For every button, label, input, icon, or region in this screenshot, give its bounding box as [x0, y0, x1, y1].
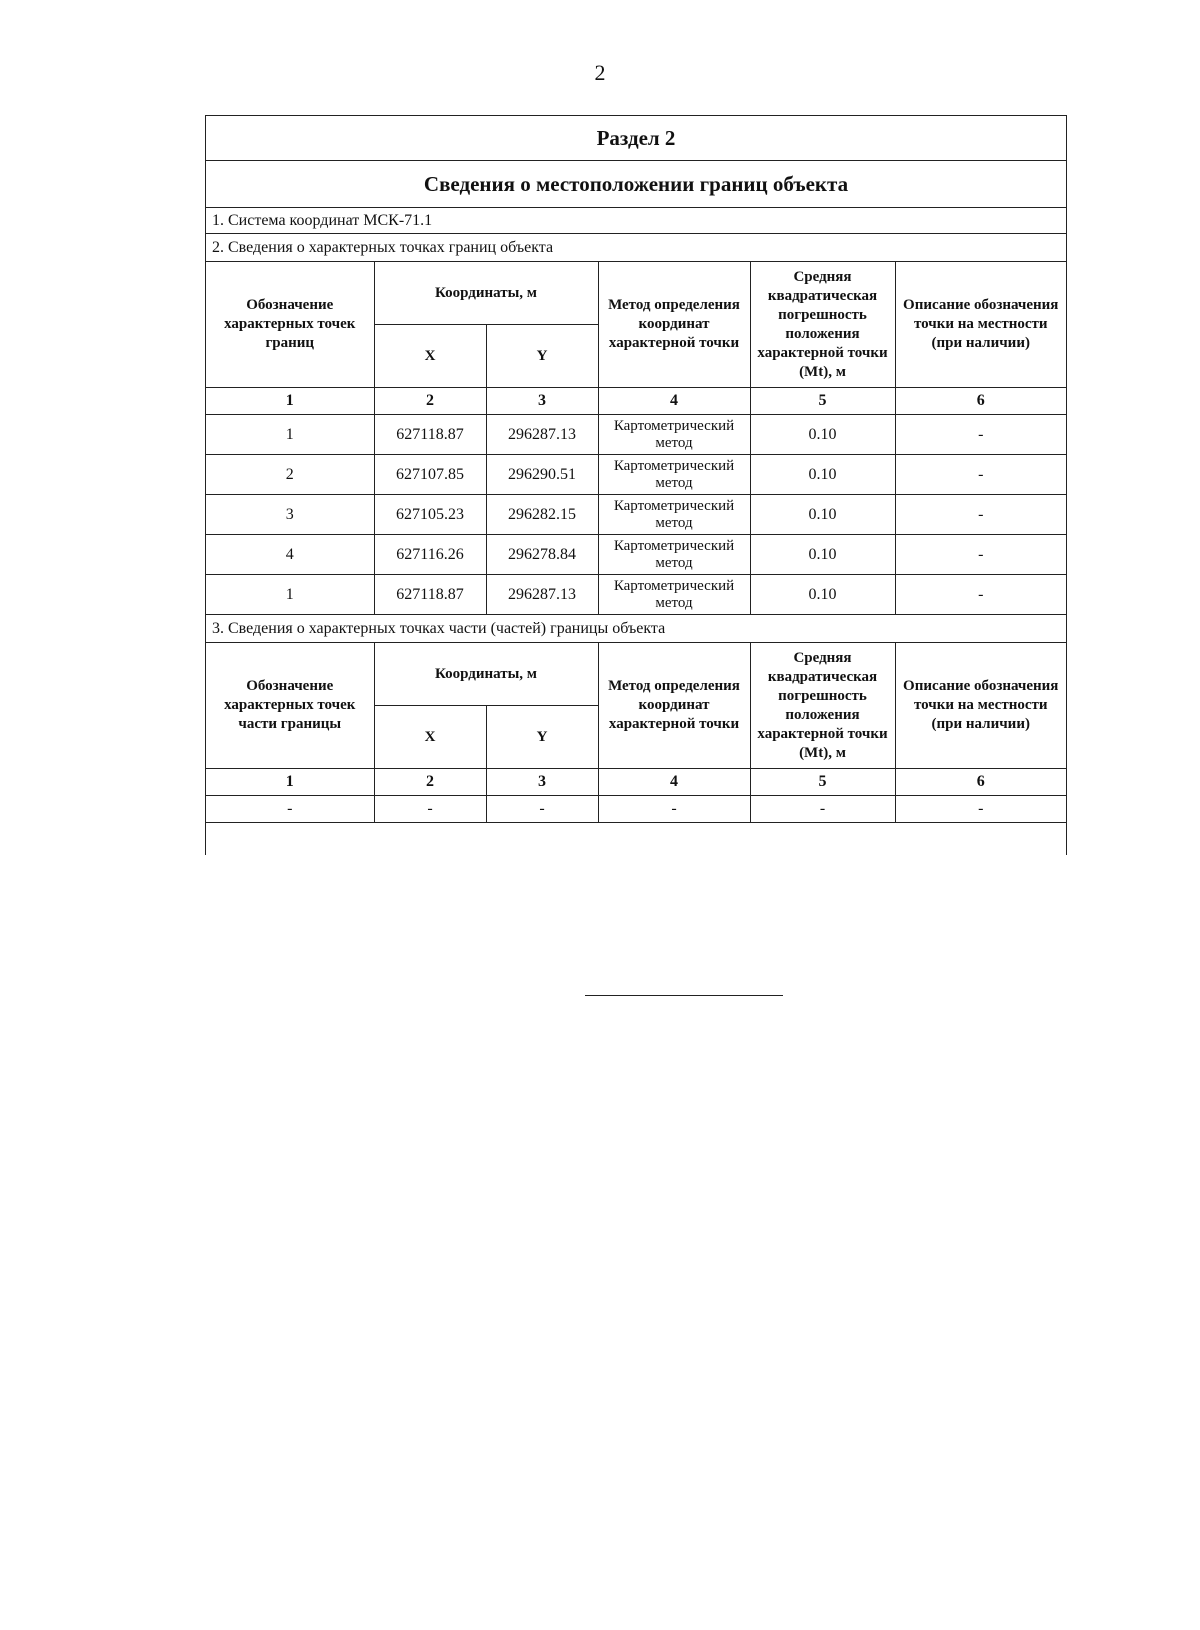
method: Картометрический метод: [598, 495, 750, 535]
header-accuracy: Средняя квадратическая погрешность положения характерной точки (Mt), м: [750, 643, 895, 769]
accuracy-mt: 0.10: [750, 495, 895, 535]
column-number: 1: [206, 388, 374, 415]
coord-x: 627116.26: [374, 535, 486, 575]
method: Картометрический метод: [598, 535, 750, 575]
point-id: 2: [206, 455, 374, 495]
header-point-designation: Обозначение характерных точек границ: [206, 262, 374, 388]
table-row: [206, 455, 1066, 495]
header-description: Описание обозначения точки на местности (при наличии): [895, 262, 1066, 388]
column-number: 5: [750, 388, 895, 415]
part3-heading: 3. Сведения о характерных точках части (частей) границы объекта: [206, 615, 1066, 643]
point-id: 3: [206, 495, 374, 535]
coord-x: -: [374, 796, 486, 823]
method: Картометрический метод: [598, 455, 750, 495]
point-description: -: [895, 495, 1066, 535]
point-description: -: [895, 796, 1066, 823]
column-number-row: [206, 388, 1066, 415]
document-section: [205, 115, 1067, 855]
accuracy-mt: 0.10: [750, 575, 895, 615]
accuracy-mt: -: [750, 796, 895, 823]
point-id: 1: [206, 415, 374, 455]
coord-y: 296287.13: [486, 575, 598, 615]
column-number: 2: [374, 388, 486, 415]
point-description: -: [895, 535, 1066, 575]
header-x: X: [374, 325, 486, 388]
coord-x: 627118.87: [374, 415, 486, 455]
header-description: Описание обозначения точки на местности (при наличии): [895, 643, 1066, 769]
method: Картометрический метод: [598, 575, 750, 615]
accuracy-mt: 0.10: [750, 535, 895, 575]
point-description: -: [895, 575, 1066, 615]
column-number: 6: [895, 388, 1066, 415]
header-method: Метод определения координат характерной точки: [598, 643, 750, 769]
point-description: -: [895, 455, 1066, 495]
coord-system-line: 1. Система координат МСК-71.1: [206, 208, 1066, 234]
boundary-points-table: [206, 262, 1066, 615]
header-coordinates: Координаты, м: [374, 643, 598, 706]
column-number: 5: [750, 769, 895, 796]
section-subtitle: Сведения о местоположении границ объекта: [206, 161, 1066, 208]
table-row: [206, 535, 1066, 575]
part2-heading: 2. Сведения о характерных точках границ объекта: [206, 234, 1066, 262]
header-coordinates: Координаты, м: [374, 262, 598, 325]
column-number: 4: [598, 769, 750, 796]
point-id: 1: [206, 575, 374, 615]
coord-x: 627118.87: [374, 575, 486, 615]
column-number: 1: [206, 769, 374, 796]
table-tail: [206, 823, 1066, 855]
coord-x: 627105.23: [374, 495, 486, 535]
column-number: 2: [374, 769, 486, 796]
column-number: 4: [598, 388, 750, 415]
point-description: -: [895, 415, 1066, 455]
accuracy-mt: 0.10: [750, 415, 895, 455]
coord-y: -: [486, 796, 598, 823]
accuracy-mt: 0.10: [750, 455, 895, 495]
coord-y: 296290.51: [486, 455, 598, 495]
header-x: X: [374, 706, 486, 769]
header-part-point-designation: Обозначение характерных точек части границы: [206, 643, 374, 769]
header-accuracy: Средняя квадратическая погрешность положения характерной точки (Mt), м: [750, 262, 895, 388]
table-row: [206, 495, 1066, 535]
column-number: 6: [895, 769, 1066, 796]
coord-y: 296287.13: [486, 415, 598, 455]
section-title: Раздел 2: [206, 116, 1066, 161]
header-y: Y: [486, 325, 598, 388]
table-row: [206, 796, 1066, 823]
table-row: [206, 575, 1066, 615]
coord-x: 627107.85: [374, 455, 486, 495]
coord-y: 296282.15: [486, 495, 598, 535]
header-method: Метод определения координат характерной точки: [598, 262, 750, 388]
point-id: 4: [206, 535, 374, 575]
column-number-row: [206, 769, 1066, 796]
page-number: 2: [594, 60, 606, 85]
method: Картометрический метод: [598, 415, 750, 455]
method: -: [598, 796, 750, 823]
end-rule: [585, 995, 783, 996]
table-row: [206, 415, 1066, 455]
column-number: 3: [486, 388, 598, 415]
header-y: Y: [486, 706, 598, 769]
coord-y: 296278.84: [486, 535, 598, 575]
point-id: -: [206, 796, 374, 823]
part-boundary-points-table: [206, 643, 1066, 823]
column-number: 3: [486, 769, 598, 796]
